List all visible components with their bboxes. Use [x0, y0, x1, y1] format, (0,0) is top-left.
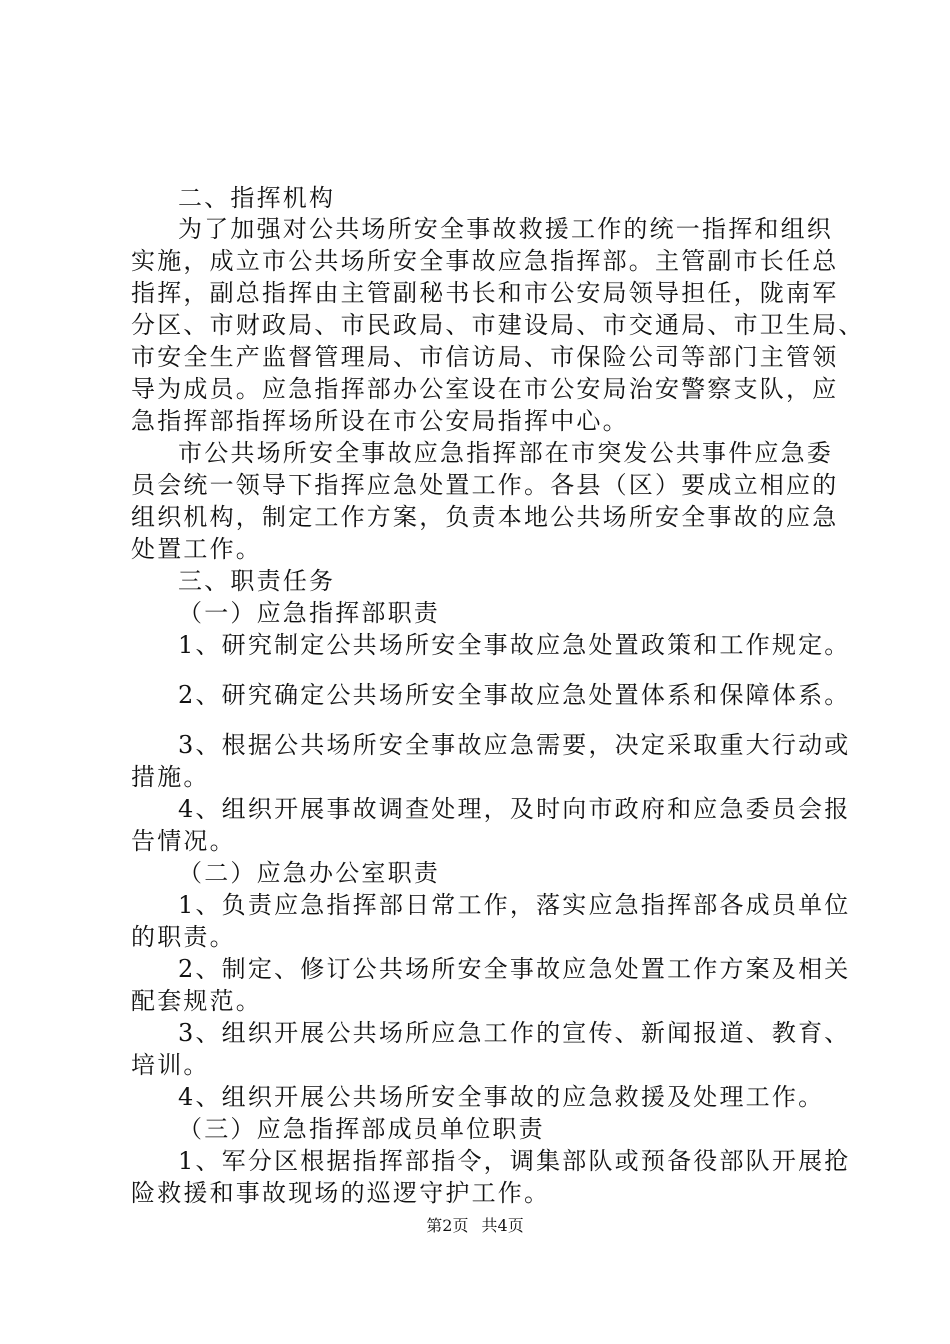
text-line: 二、指挥机构	[178, 184, 336, 212]
text-line: 员会统一领导下指挥应急处置工作。各县（区）要成立相应的	[131, 471, 839, 499]
text-line: 险救援和事故现场的巡逻守护工作。	[131, 1179, 551, 1207]
text-line: 的职责。	[131, 923, 236, 951]
text-line: 2、研究确定公共场所安全事故应急处置体系和保障体系。	[178, 681, 851, 709]
text-line: （三）应急指挥部成员单位职责	[178, 1115, 545, 1143]
text-line: 急指挥部指挥场所设在市公安局指挥中心。	[131, 407, 629, 435]
text-line: 措施。	[131, 763, 210, 791]
text-line: 告情况。	[131, 827, 236, 855]
text-line: 2、制定、修订公共场所安全事故应急处置工作方案及相关	[178, 955, 851, 983]
text-line: 培训。	[131, 1051, 210, 1079]
text-line: 实施，成立市公共场所安全事故应急指挥部。主管副市长任总	[131, 247, 839, 275]
text-line: 组织机构，制定工作方案，负责本地公共场所安全事故的应急	[131, 503, 839, 531]
page-total: 共4页	[481, 1216, 524, 1235]
text-line: 3、组织开展公共场所应急工作的宣传、新闻报道、教育、	[178, 1019, 851, 1047]
text-line: 三、职责任务	[178, 567, 336, 595]
text-line: 1、军分区根据指挥部指令，调集部队或预备役部队开展抢	[178, 1147, 851, 1175]
page-number: 第2页	[426, 1216, 469, 1235]
text-line: 3、根据公共场所安全事故应急需要，决定采取重大行动或	[178, 731, 851, 759]
text-line: （一）应急指挥部职责	[178, 599, 440, 627]
text-line: （二）应急办公室职责	[178, 859, 440, 887]
text-line: 4、组织开展事故调查处理，及时向市政府和应急委员会报	[178, 795, 851, 823]
text-line: 1、负责应急指挥部日常工作，落实应急指挥部各成员单位	[178, 891, 851, 919]
text-line: 4、组织开展公共场所安全事故的应急救援及处理工作。	[178, 1083, 825, 1111]
text-line: 导为成员。应急指挥部办公室设在市公安局治安警察支队，应	[131, 375, 839, 403]
text-line: 市公共场所安全事故应急指挥部在市突发公共事件应急委	[178, 439, 833, 467]
page-footer	[0, 1216, 950, 1236]
text-line: 1、研究制定公共场所安全事故应急处置政策和工作规定。	[178, 631, 851, 659]
text-line: 市安全生产监督管理局、市信访局、市保险公司等部门主管领	[131, 343, 839, 371]
text-line: 指挥，副总指挥由主管副秘书长和市公安局领导担任，陇南军	[131, 279, 839, 307]
text-line: 处置工作。	[131, 535, 262, 563]
text-line: 为了加强对公共场所安全事故救援工作的统一指挥和组织	[178, 215, 833, 243]
text-line: 分区、市财政局、市民政局、市建设局、市交通局、市卫生局、	[131, 311, 865, 339]
text-line: 配套规范。	[131, 987, 262, 1015]
